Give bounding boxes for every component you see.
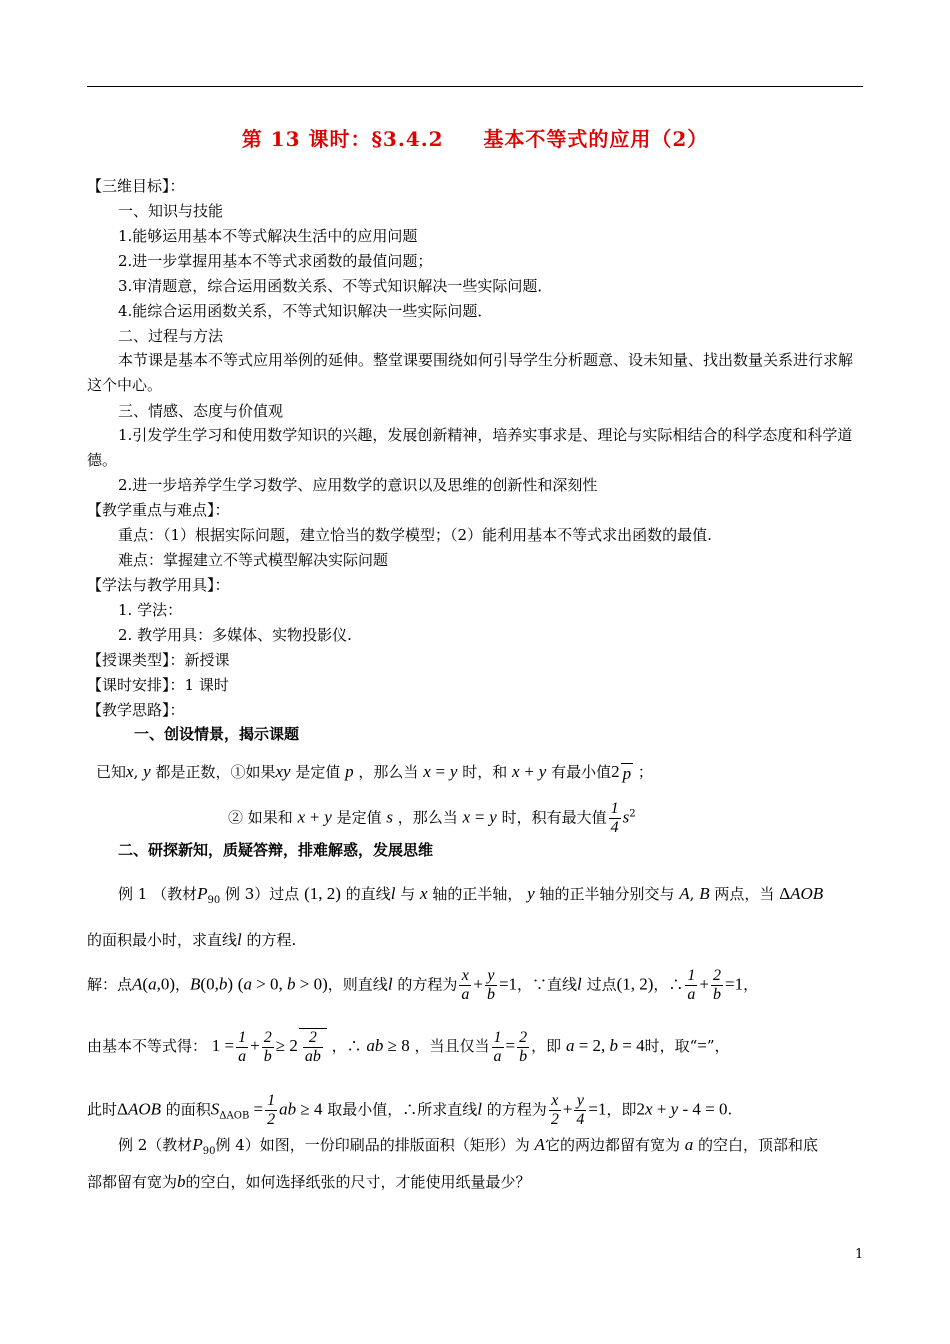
known-line: 已知x, y 都是正数，①如果xy 是定值 p ，那么当 x = y 时，和 x + y 有最小值2 p ；: [96, 762, 653, 783]
page-title: 第 13 课时：§3.4.2 基本不等式的应用（2）: [241, 127, 709, 151]
key-point: 重点：（1）根据实际问题，建立恰当的数学模型；（2）能利用基本不等式求出函数的最值.: [118, 526, 712, 544]
thinking: [87, 700, 185, 720]
example-2-line-2: 部都留有宽为b的空白，如何选择纸张的尺寸，才能使用纸量最少？: [87, 1172, 531, 1191]
lesson-type-value: ：新授课: [169, 651, 230, 669]
knowledge-item-4: 4.能综合运用函数关系，不等式知识解决一些实际问题．: [118, 302, 493, 320]
goals-header: 【三维目标】：: [87, 177, 185, 195]
example-1-line-1: 例 1 （教材$P_{90}$ 例 3）过点 (1, 2) 的直线l 与 x 轴的正半轴， y 轴的正半轴分别交与 A, B 两点，当 ΔAOB: [118, 884, 824, 906]
thinking-header: 【教学思路】: [87, 701, 170, 719]
part1-header: 一、创设情景，揭示课题: [134, 725, 300, 743]
knowledge-item-2: 2.进一步掌握用基本不等式求函数的最值问题；: [118, 252, 433, 270]
emotion-header: 三、情感、态度与价值观: [118, 402, 284, 420]
part2-header: 二、研探新知，质疑答辩，排难解惑，发展思维: [118, 841, 434, 859]
emotion-item-1: 1.引发学生学习和使用数学知识的兴趣，发展创新精神，培养实事求是、理论与实际相结合的科学态度和科学道德。: [87, 426, 853, 469]
lesson-type-label: 【授课类型】: [87, 651, 170, 669]
knowledge-item-3: 3.审清题意，综合运用函数关系、不等式知识解决一些实际问题．: [118, 277, 553, 295]
solution-line-2: 由基本不等式得： 1 = $\frac{1}{a}$ + $\frac{2}{b}$ ≥ 2 $\frac{2}{ab}$ ，∴ ab ≥ 8 ，当且仅当 $\frac{1}{a}$ = $\frac{2}{b}$ ，即 a = 2, b = 4时，取“=”，: [87, 1028, 730, 1065]
process-header: 二、过程与方法: [118, 327, 224, 345]
schedule: [87, 675, 229, 695]
thinking-colon: ：: [169, 701, 185, 719]
example-1-line-2: 的面积最小时，求直线l 的方程.: [87, 930, 297, 949]
schedule-value: ：1 课时: [169, 676, 229, 694]
key-header: 【教学重点与难点】：: [87, 501, 230, 519]
schedule-label: 【课时安排】: [87, 676, 170, 694]
solution-line-1: 解：点A(a,0)，B(0,b) (a > 0, b > 0)，则直线l 的方程为 $\frac{x}{a}$ + $\frac{y}{b}$ =1，∵直线l 过点(1, 2)，∴ $\frac{1}{a}$ + $\frac{2}{b}$ =1，: [87, 967, 759, 1003]
tools-item-1: 1. 学法：: [118, 601, 183, 619]
process-text: 本节课是基本不等式应用举例的延伸。整堂课要围绕如何引导学生分析题意、设未知量、找出数量关系进行求解这个中心。: [87, 351, 854, 394]
knowledge-item-1: 1.能够运用基本不等式解决生活中的应用问题: [118, 227, 418, 245]
tools-item-2: 2. 教学用具：多媒体、实物投影仪.: [118, 626, 352, 644]
top-rule: [87, 86, 863, 87]
difficult-point: 难点：掌握建立不等式模型解决实际问题: [118, 551, 389, 569]
emotion-item-2: 2.进一步培养学生学习数学、应用数学的意识以及思维的创新性和深刻性: [118, 476, 598, 494]
solution-line-3: 此时ΔAOB 的面积$S_{\Delta AOB}$ = $\frac{1}{2}$ ab ≥ 4 取最小值，∴所求直线l 的方程为 $\frac{x}{2}$ + $\frac{y}{4}$ =1，即2x + y - 4 = 0.: [87, 1092, 733, 1128]
page-number: 1: [855, 1247, 864, 1262]
max-product-line: ② 如果和 x + y 是定值 s ，那么当 x = y 时，积有最大值 $\frac{1}{4}$ $s^2$: [228, 800, 636, 836]
lesson-type: [87, 650, 230, 670]
example-2-line-1: 例 2（教材$P_{90}$例 4）如图，一份印刷品的排版面积（矩形）为 A它的两边都留有宽为 a 的空白，顶部和底: [118, 1135, 819, 1157]
knowledge-header: 一、知识与技能: [118, 202, 224, 220]
tools-header: 【学法与教学用具】：: [87, 576, 230, 594]
